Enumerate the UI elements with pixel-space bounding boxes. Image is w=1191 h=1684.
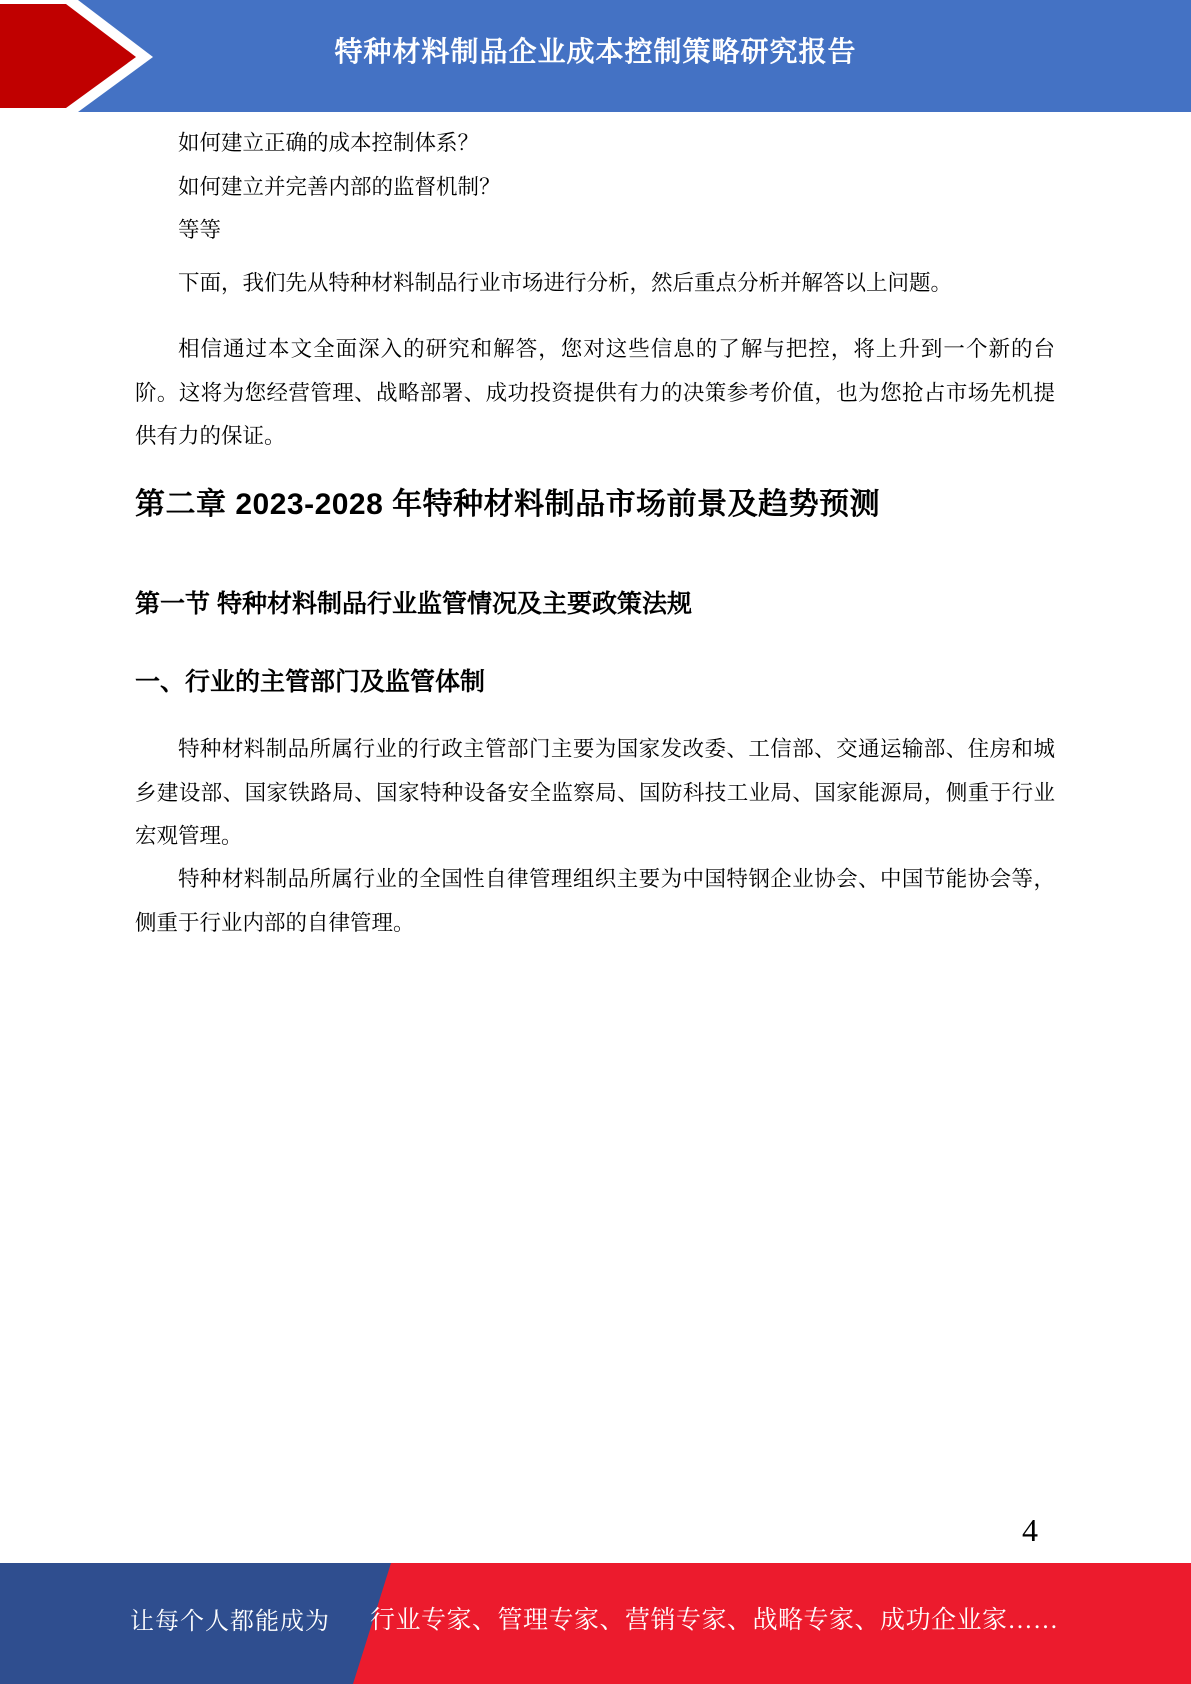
question-line: 如何建立正确的成本控制体系？ <box>178 131 480 155</box>
paragraph-text: 特种材料制品所属行业的行政主管部门主要为国家发改委、工信部、交通运输部、住房和城乡建设部、国家铁路局、国家特种设备安全监察局、国防科技工业局、国家能源局，侧重于行业宏观管理。 <box>135 737 1055 848</box>
self-regulation-paragraph <box>135 858 1055 945</box>
subsection-heading: 一、行业的主管部门及监管体制 <box>135 668 486 696</box>
question-list <box>135 122 1055 253</box>
page-number: 4 <box>1022 1512 1038 1548</box>
header-bar <box>0 0 1191 112</box>
intro-paragraph <box>135 262 1055 306</box>
section-heading: 第一节 特种材料制品行业监管情况及主要政策法规 <box>135 590 692 618</box>
paragraph-text: 下面，我们先从特种材料制品行业市场进行分析，然后重点分析并解答以上问题。 <box>178 271 953 295</box>
footer-bar <box>0 1563 1191 1684</box>
footer-slogan-right: 行业专家、管理专家、营销专家、战略专家、成功企业家…… <box>370 1607 1059 1634</box>
chapter-heading: 第二章 2023-2028 年特种材料制品市场前景及趋势预测 <box>135 488 881 521</box>
footer-slogan-left: 让每个人都能成为 <box>130 1609 330 1635</box>
question-line: 如何建立并完善内部的监督机制？ <box>178 174 501 199</box>
promise-paragraph <box>135 328 1055 459</box>
paragraph-text: 特种材料制品所属行业的全国性自律管理组织主要为中国特钢企业协会、中国节能协会等，侧重于行业内部的自律管理。 <box>135 867 1055 935</box>
paragraph-text: 相信通过本文全面深入的研究和解答，您对这些信息的了解与把控，将上升到一个新的台阶。这将为您经营管理、战略部署、成功投资提供有力的决策参考价值，也为您抢占市场先机提供有力的保证。 <box>135 337 1055 448</box>
question-line: 等等 <box>178 218 222 242</box>
report-title: 特种材料制品企业成本控制策略研究报告 <box>334 36 857 67</box>
regulator-paragraph <box>135 728 1055 859</box>
